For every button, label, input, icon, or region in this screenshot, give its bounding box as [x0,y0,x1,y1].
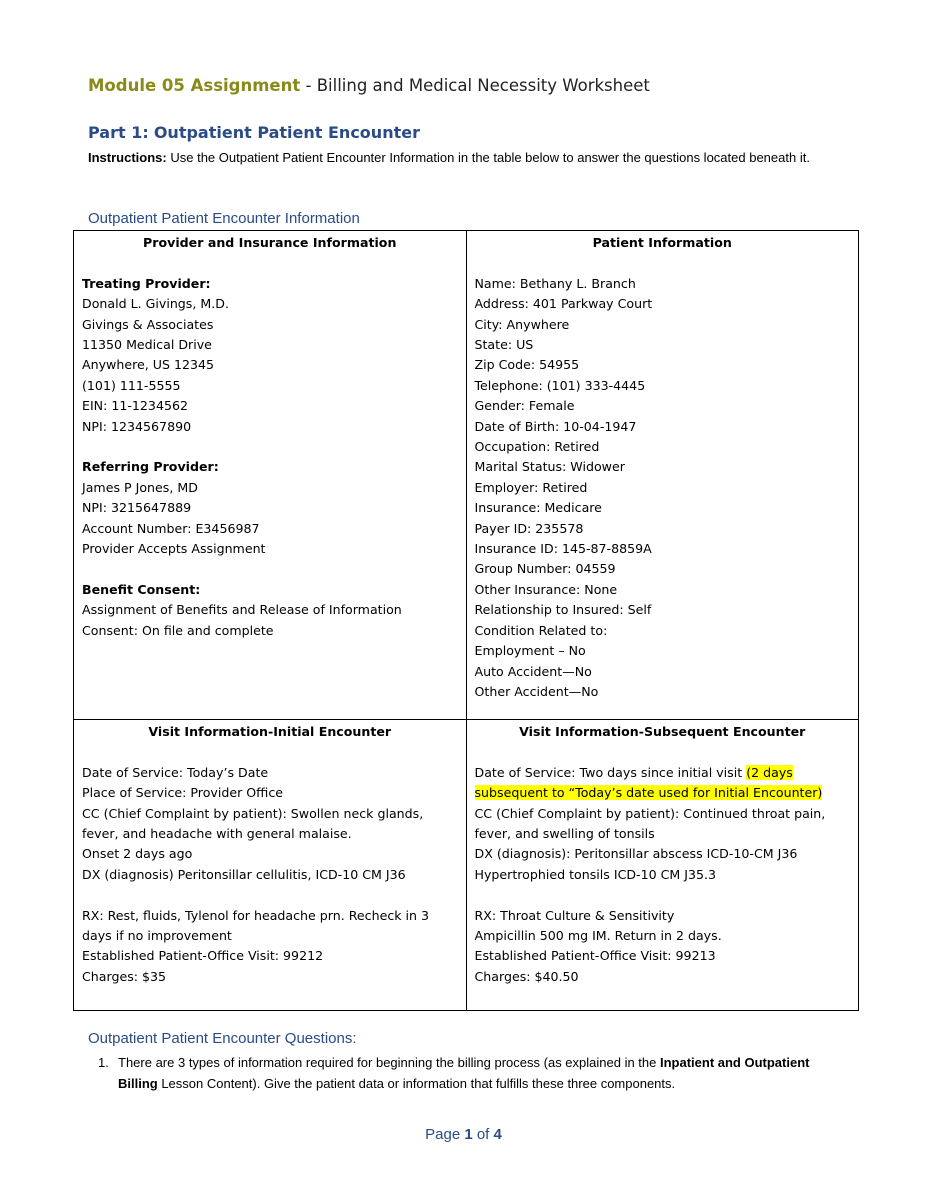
questions-heading: Outpatient Patient Encounter Questions: [88,1030,357,1047]
text-line: NPI: 3215647889 [82,500,192,516]
text-line: James P Jones, MD [82,479,198,495]
text-line: Marital Status: Widower [474,459,625,475]
part-heading [88,123,420,142]
text-line: Ampicillin 500 mg IM. Return in 2 days. [474,928,722,944]
encounter-table [73,230,859,1011]
text-line: Established Patient-Office Visit: 99212 [82,948,324,964]
text-line: Occupation: Retired [474,439,600,455]
text-line: Givings & Associates [82,316,214,332]
provider-cell [74,231,467,720]
text-line: Charges: $35 [82,968,167,984]
text-line: Donald L. Givings, M.D. [82,296,229,312]
initial-encounter-cell [74,720,467,1011]
instructions-label: Instructions: [88,150,167,165]
text-line: Established Patient-Office Visit: 99213 [474,948,716,964]
text-line: Zip Code: 54955 [474,357,580,373]
text-line: Other Accident—No [474,683,599,699]
text-line: NPI: 1234567890 [82,418,192,434]
of-label: of [472,1126,494,1143]
instructions-text: Use the Outpatient Patient Encounter Information in the table below to answer the questions located beneath it. [170,150,810,165]
referring-provider-label: Referring Provider: [82,459,219,475]
text-line: City: Anywhere [474,316,570,332]
part-title: Outpatient Patient Encounter [153,123,420,142]
initial-lines-a [82,763,458,885]
initial-lines-b [82,906,458,988]
page-footer [0,1126,927,1143]
text-line: Employment – No [474,643,586,659]
treating-provider-lines [82,294,458,437]
question-text-post: Lesson Content). Give the patient data or information that fulfills these three components. [157,1075,676,1091]
text-line: Name: Bethany L. Branch [474,275,636,291]
text-line: Provider Accepts Assignment [82,541,266,557]
text-line: Employer: Retired [474,479,588,495]
page-number: 1 [464,1126,473,1143]
question-text-bold: Inpatient and Outpatient Billing [118,1055,810,1091]
text-line: CC (Chief Complaint by patient): Continued throat pain, [474,805,826,821]
table-title: Outpatient Patient Encounter Information [88,210,360,227]
text-line: CC (Chief Complaint by patient): Swollen neck glands, [82,805,424,821]
patient-heading: Patient Information [592,235,732,250]
text-line: Gender: Female [474,398,575,414]
text-line: EIN: 11-1234562 [82,398,188,414]
treating-provider-label: Treating Provider: [82,275,211,291]
text-line: (101) 111-5555 [82,377,181,393]
patient-cell [466,231,859,720]
text-line: Group Number: 04559 [474,561,616,577]
page-title [88,76,650,95]
provider-heading: Provider and Insurance Information [143,235,397,250]
text-line: days if no improvement [82,928,232,944]
text-line: Payer ID: 235578 [474,520,584,536]
module-label: Module 05 Assignment [88,76,301,95]
text-line: DX (diagnosis) Peritonsillar cellulitis, ICD-10 CM J36 [82,866,406,882]
referring-provider-lines [82,478,458,560]
question-1 [98,1053,838,1094]
subsequent-lines-b [475,906,851,988]
title-separator: - [300,76,317,95]
subsequent-encounter-cell [466,720,859,1011]
text-line: Date of Service: Today’s Date [82,764,269,780]
subsequent-lines-a [475,804,851,886]
initial-encounter-heading: Visit Information-Initial Encounter [148,724,392,739]
subsequent-encounter-heading: Visit Information-Subsequent Encounter [519,724,806,739]
text-line: Assignment of Benefits and Release of Information [82,602,402,618]
text-line: Insurance ID: 145-87-8859A [474,541,652,557]
text-line: fever, and headache with general malaise. [82,826,352,842]
question-text-pre: There are 3 types of information required for beginning the billing process (as explained in the [118,1055,660,1070]
text-line: Other Insurance: None [474,581,618,597]
dos-highlight-2: subsequent to “Today’s date used for Initial Encounter) [474,785,823,801]
text-line: Account Number: E3456987 [82,520,260,536]
text-line: Date of Birth: 10-04-1947 [474,418,637,434]
text-line: Onset 2 days ago [82,846,193,862]
text-line: Anywhere, US 12345 [82,357,215,373]
dos-highlight-line [475,783,851,803]
text-line: Charges: $40.50 [474,968,579,984]
part-label: Part 1: [88,123,149,142]
text-line: fever, and swelling of tonsils [474,826,655,842]
text-line: 11350 Medical Drive [82,337,212,353]
text-line: RX: Rest, fluids, Tylenol for headache prn. Recheck in 3 [82,907,430,923]
text-line: Telephone: (101) 333-4445 [474,377,646,393]
subsequent-date-of-service [475,763,851,783]
text-line: Hypertrophied tonsils ICD-10 CM J35.3 [474,866,717,882]
text-line: Insurance: Medicare [474,500,602,516]
patient-lines [475,274,851,703]
page-label: Page [425,1126,465,1143]
dos-prefix: Date of Service: Two days since initial visit [474,764,747,780]
benefit-consent-lines [82,600,458,641]
text-line: Auto Accident—No [474,663,592,679]
question-number: 1. [98,1055,109,1070]
benefit-consent-label: Benefit Consent: [82,581,201,597]
text-line: Condition Related to: [474,622,608,638]
text-line: DX (diagnosis): Peritonsillar abscess ICD-10-CM J36 [474,846,798,862]
text-line: Place of Service: Provider Office [82,785,284,801]
text-line: State: US [474,337,534,353]
title-subtitle: Billing and Medical Necessity Worksheet [316,76,650,95]
text-line: Relationship to Insured: Self [474,602,652,618]
text-line: Consent: On file and complete [82,622,274,638]
instructions [88,148,833,169]
text-line: RX: Throat Culture & Sensitivity [474,907,675,923]
page-total: 4 [493,1126,502,1143]
text-line: Address: 401 Parkway Court [474,296,653,312]
dos-highlight-1: (2 days [746,764,793,780]
